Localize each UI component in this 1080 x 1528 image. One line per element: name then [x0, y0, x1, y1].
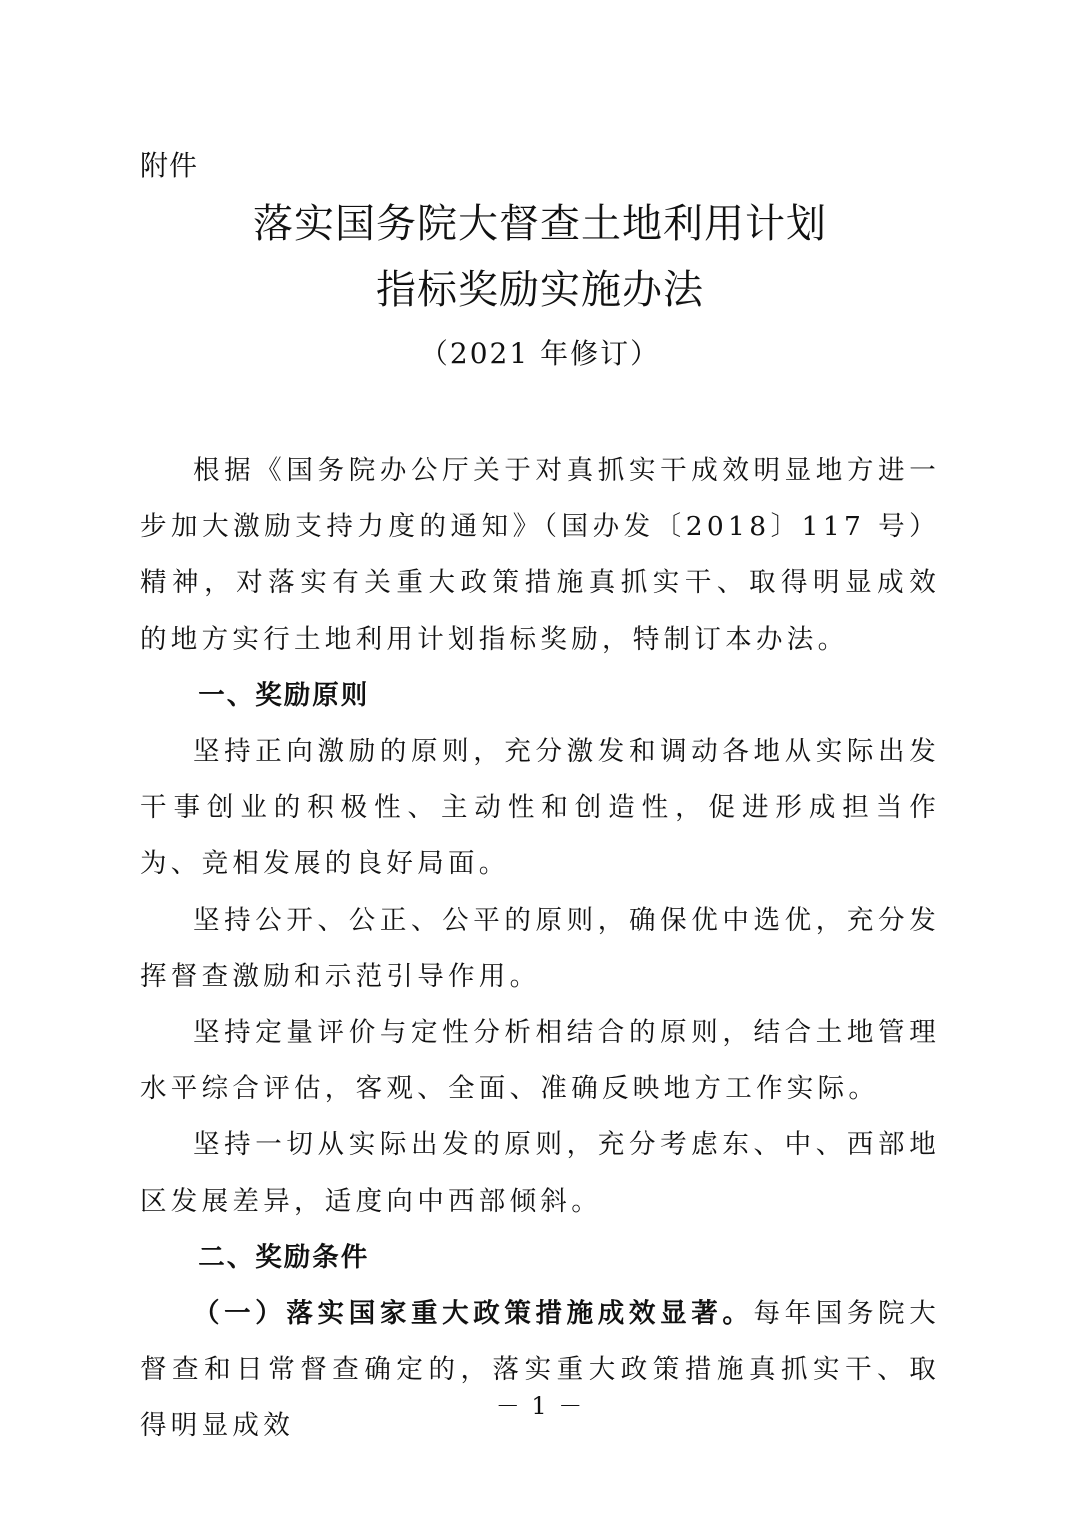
document-title-line-1: 落实国务院大督查土地利用计划 [253, 201, 827, 247]
section-1-heading: 一、奖励原则 [198, 679, 370, 711]
condition-1-text: 每年国务院大督查和日常督查确定的，落实重大政策措施真抓实干、取得明显成效 [140, 1298, 940, 1442]
attachment-label: 附件 [140, 149, 199, 182]
section-2-heading: 二、奖励条件 [198, 1241, 370, 1273]
document-subtitle: （2021 年修订） [419, 337, 661, 370]
principle-paragraph-2: 坚持公开、公正、公平的原则，确保优中选优，充分发挥督查激励和示范引导作用。 [140, 904, 940, 992]
condition-1-lead: （一）落实国家重大政策措施成效显著。 [193, 1298, 754, 1330]
intro-paragraph: 根据《国务院办公厅关于对真抓实干成效明显地方进一步加大激励支持力度的通知》（国办发〔2018〕117 号）精神，对落实有关重大政策措施真抓实干、取得明显成效的地方实行土地利用计划指标奖励，特制订本办法。 [140, 455, 940, 655]
principle-paragraph-3: 坚持定量评价与定性分析相结合的原则，结合土地管理水平综合评估，客观、全面、准确反映地方工作实际。 [140, 1017, 940, 1105]
document-body [140, 443, 940, 1455]
principle-paragraph-1: 坚持正向激励的原则，充分激发和调动各地从实际出发干事创业的积极性、主动性和创造性，促进形成担当作为、竞相发展的良好局面。 [140, 736, 940, 880]
document-title-line-2: 指标奖励实施办法 [376, 267, 704, 313]
principle-paragraph-4: 坚持一切从实际出发的原则，充分考虑东、中、西部地区发展差异，适度向中西部倾斜。 [140, 1129, 940, 1217]
condition-paragraph-1 [140, 1286, 940, 1455]
page-number: － 1 － [495, 1392, 585, 1420]
